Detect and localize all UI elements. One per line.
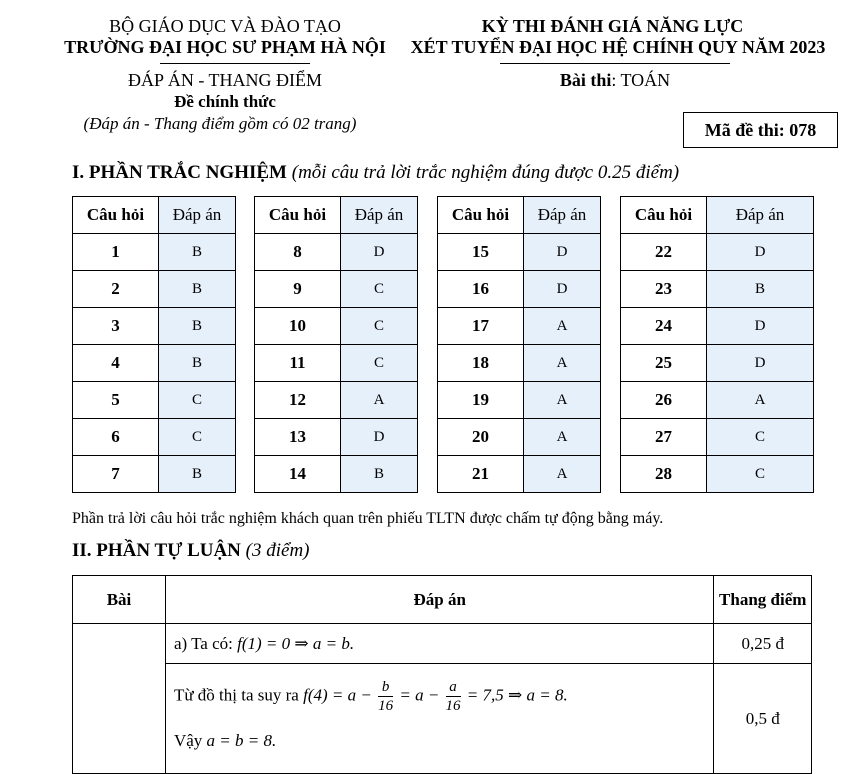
- table-row: [621, 345, 814, 382]
- question-number: 18: [438, 345, 524, 382]
- col-question-header: Câu hỏi: [73, 197, 159, 234]
- table-header-row: [255, 197, 418, 234]
- col-problem-header: Bài: [73, 576, 166, 624]
- table-row: [73, 234, 236, 271]
- question-number: 15: [438, 234, 524, 271]
- table-row: [73, 382, 236, 419]
- col-answer-header: Đáp án: [341, 197, 418, 234]
- table-row: [255, 271, 418, 308]
- table-row: [438, 308, 601, 345]
- question-number: 2: [73, 271, 159, 308]
- university: TRƯỜNG ĐẠI HỌC SƯ PHẠM HÀ NỘI: [64, 37, 386, 57]
- section1-heading: [72, 162, 679, 184]
- col-question-header: Câu hỏi: [621, 197, 707, 234]
- question-number: 10: [255, 308, 341, 345]
- answer-letter: C: [341, 271, 418, 308]
- answer-letter: D: [524, 271, 601, 308]
- question-number: 21: [438, 456, 524, 493]
- table-row: [438, 271, 601, 308]
- table-row: [438, 419, 601, 456]
- divider: [500, 63, 730, 64]
- question-number: 19: [438, 382, 524, 419]
- answer-letter: C: [159, 419, 236, 456]
- frac1-denominator: 16: [378, 698, 394, 714]
- answer-row-2: [165, 664, 714, 774]
- answer-letter: D: [707, 308, 814, 345]
- table-row: [621, 382, 814, 419]
- col-score-header: Thang điểm: [714, 576, 812, 624]
- table-row: [255, 345, 418, 382]
- answer-letter: A: [524, 308, 601, 345]
- table-row: [438, 382, 601, 419]
- table-row: [255, 382, 418, 419]
- divider: [160, 63, 310, 64]
- question-number: 25: [621, 345, 707, 382]
- question-number: 20: [438, 419, 524, 456]
- math-mid: = a −: [399, 685, 440, 705]
- table-row: [621, 419, 814, 456]
- question-number: 23: [621, 271, 707, 308]
- answer-letter: A: [341, 382, 418, 419]
- question-number: 12: [255, 382, 341, 419]
- question-number: 1: [73, 234, 159, 271]
- math-suffix: = 7,5 ⇒ a = 8.: [466, 685, 568, 705]
- table-row: [621, 271, 814, 308]
- answer-table-1: [72, 196, 236, 493]
- section1-subtitle: (mỗi câu trả lời trắc nghiệm đúng được 0.25 điểm): [291, 162, 680, 183]
- col-answer-header: Đáp án: [165, 576, 714, 624]
- answer-letter: B: [707, 271, 814, 308]
- answer-letter: C: [707, 456, 814, 493]
- answer-row-1: [165, 624, 714, 664]
- table-row: [255, 456, 418, 493]
- answer-letter: C: [341, 308, 418, 345]
- answer-letter: D: [524, 234, 601, 271]
- table-row: [621, 234, 814, 271]
- table-row: [255, 419, 418, 456]
- col-answer-header: Đáp án: [524, 197, 601, 234]
- answer-letter: D: [341, 419, 418, 456]
- question-number: 8: [255, 234, 341, 271]
- question-number: 11: [255, 345, 341, 382]
- answer-letter: D: [341, 234, 418, 271]
- table-row: [621, 308, 814, 345]
- question-number: 28: [621, 456, 707, 493]
- table-header-row: [621, 197, 814, 234]
- answer-letter: B: [159, 234, 236, 271]
- auto-grade-note: Phần trả lời câu hỏi trắc nghiệm khách quan trên phiếu TLTN được chấm tự động bằng máy.: [72, 510, 664, 527]
- answer-letter: C: [707, 419, 814, 456]
- answer-table-3: [437, 196, 601, 493]
- table-row: [73, 308, 236, 345]
- subject-line: [500, 70, 730, 91]
- question-number: 14: [255, 456, 341, 493]
- fraction-b-16: [378, 678, 393, 715]
- subject-value: : TOÁN: [611, 70, 671, 90]
- question-number: 16: [438, 271, 524, 308]
- table-header-row: [438, 197, 601, 234]
- question-number: 26: [621, 382, 707, 419]
- question-number: 3: [73, 308, 159, 345]
- question-number: 9: [255, 271, 341, 308]
- answer-letter: A: [524, 456, 601, 493]
- conclusion-math: a = b = 8.: [206, 731, 277, 750]
- table-row: [621, 456, 814, 493]
- answer-letter: B: [159, 456, 236, 493]
- official-label: Đề chính thức: [174, 92, 276, 111]
- question-number: 6: [73, 419, 159, 456]
- table-header-row: [73, 197, 236, 234]
- conclusion-text: Vậy: [173, 731, 203, 750]
- col-answer-header: Đáp án: [707, 197, 814, 234]
- answer-letter: B: [159, 308, 236, 345]
- question-number: 7: [73, 456, 159, 493]
- table-row: [73, 345, 236, 382]
- exam-code-box: Mã đề thi: 078: [683, 112, 838, 148]
- answer-table-2: [254, 196, 418, 493]
- col-answer-header: Đáp án: [159, 197, 236, 234]
- frac2-denominator: 16: [445, 698, 461, 714]
- table-row: [438, 234, 601, 271]
- math-prefix: f(4) = a −: [303, 685, 372, 705]
- table-row: [438, 345, 601, 382]
- answer-table-4: [620, 196, 814, 493]
- table-row: [73, 419, 236, 456]
- answer-letter: A: [524, 419, 601, 456]
- score-row-2: 0,5 đ: [714, 664, 812, 774]
- exam-title: KỲ THI ĐÁNH GIÁ NĂNG LỰC: [481, 16, 744, 36]
- question-number: 24: [621, 308, 707, 345]
- question-number: 13: [255, 419, 341, 456]
- essay-table: [72, 575, 812, 774]
- section2-heading: [72, 540, 310, 562]
- table-row: [255, 308, 418, 345]
- answer-row-2-text: Từ đồ thị ta suy ra: [173, 685, 299, 705]
- question-number: 4: [73, 345, 159, 382]
- score-row-1: 0,25 đ: [714, 624, 812, 664]
- fraction-a-16: [446, 678, 461, 715]
- answer-letter: A: [707, 382, 814, 419]
- question-number: 22: [621, 234, 707, 271]
- section1-title: I. PHẦN TRẮC NGHIỆM: [72, 162, 287, 183]
- answer-letter: A: [524, 382, 601, 419]
- answer-letter: B: [159, 271, 236, 308]
- answer-letter: B: [159, 345, 236, 382]
- table-row: [73, 456, 236, 493]
- answer-row-1-text: a) Ta có:: [173, 633, 233, 653]
- question-number: 17: [438, 308, 524, 345]
- frac2-numerator: a: [446, 678, 461, 697]
- question-number: 5: [73, 382, 159, 419]
- ministry: BỘ GIÁO DỤC VÀ ĐÀO TẠO: [109, 16, 341, 36]
- answer-letter: C: [159, 382, 236, 419]
- exam-subtitle: XÉT TUYỂN ĐẠI HỌC HỆ CHÍNH QUY NĂM 2023: [410, 37, 826, 57]
- section2-title: II. PHẦN TỰ LUẬN: [72, 540, 241, 561]
- question-number: 27: [621, 419, 707, 456]
- pages-note: (Đáp án - Thang điểm gồm có 02 trang): [83, 114, 357, 133]
- frac1-numerator: b: [378, 678, 393, 697]
- answer-letter: D: [707, 234, 814, 271]
- answer-letter: B: [341, 456, 418, 493]
- col-question-header: Câu hỏi: [255, 197, 341, 234]
- section2-subtitle: (3 điểm): [245, 540, 310, 561]
- subject-label: Bài thi: [559, 70, 612, 90]
- answer-letter: C: [341, 345, 418, 382]
- table-row: [255, 234, 418, 271]
- answer-letter: A: [524, 345, 601, 382]
- table-row: [438, 456, 601, 493]
- problem-cell: [73, 624, 166, 774]
- col-question-header: Câu hỏi: [438, 197, 524, 234]
- answer-letter: D: [707, 345, 814, 382]
- answer-row-1-math: f(1) = 0 ⇒ a = b.: [237, 633, 355, 653]
- doc-type: ĐÁP ÁN - THANG ĐIỂM: [128, 70, 322, 90]
- table-row: [73, 271, 236, 308]
